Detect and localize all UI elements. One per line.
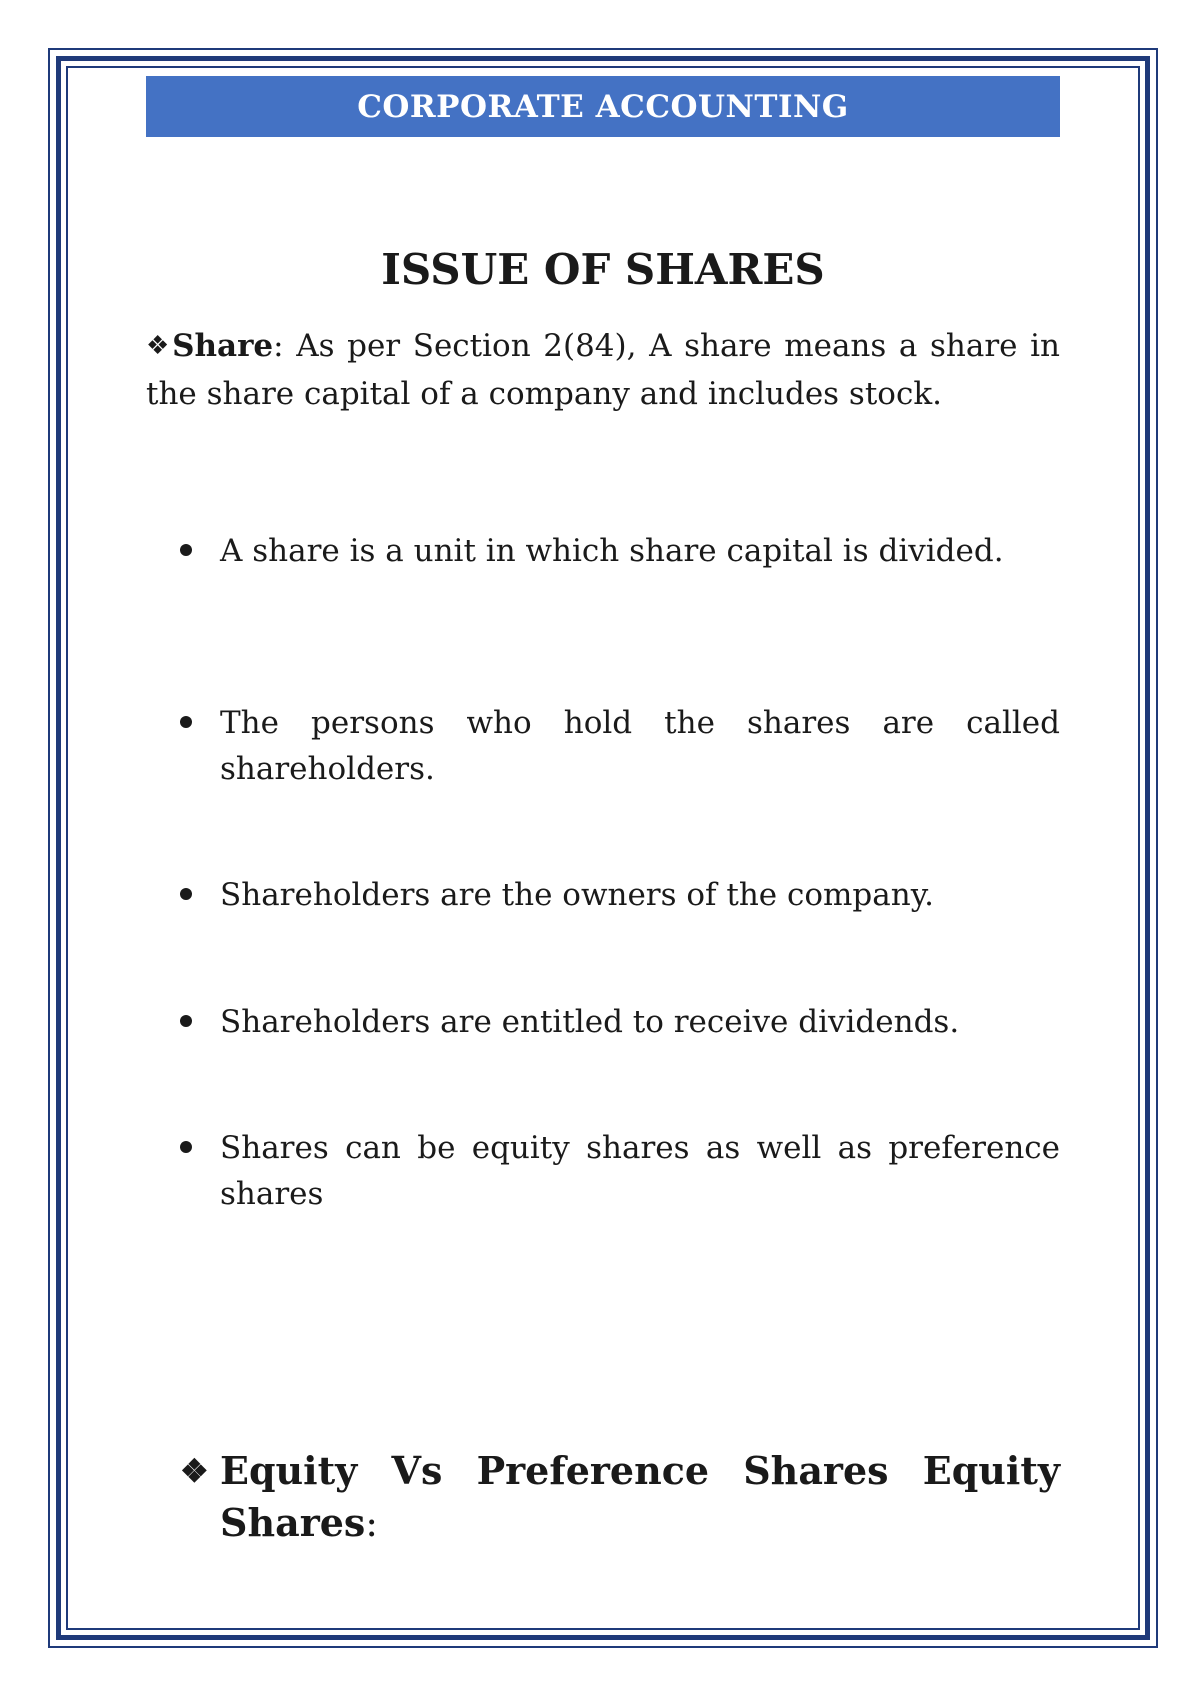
header-title: CORPORATE ACCOUNTING xyxy=(357,88,849,125)
bullet-dot-icon xyxy=(180,1141,192,1153)
section-heading-text-wrap xyxy=(220,1445,1060,1549)
bullet-text: Shareholders are entitled to receive dividends. xyxy=(220,1004,960,1040)
bullet-text: A share is a unit in which share capital is divided. xyxy=(220,533,1004,569)
diamond-bullet-icon: ❖ xyxy=(180,1452,209,1490)
section-heading-equity-vs-preference xyxy=(180,1445,1060,1549)
bullet-text: Shareholders are the owners of the company. xyxy=(220,877,934,913)
bullet-item xyxy=(180,1125,1060,1217)
section-heading-text: Equity Vs Preference Shares Equity Shares xyxy=(220,1448,1060,1545)
header-banner xyxy=(146,76,1060,137)
bullet-dot-icon xyxy=(180,1015,192,1027)
bullet-item xyxy=(180,999,1060,1045)
bullet-text: Shares can be equity shares as well as preference shares xyxy=(220,1130,1060,1212)
bullet-dot-icon xyxy=(180,716,192,728)
diamond-bullet-icon: ❖ xyxy=(146,331,173,361)
bullet-dot-icon xyxy=(180,888,192,900)
bullet-item xyxy=(180,528,1060,574)
bullet-dot-icon xyxy=(180,544,192,556)
section-heading-separator: : xyxy=(365,1501,379,1545)
page-border-inner xyxy=(66,66,1140,1630)
definition-text: As per Section 2(84), A share means a share in the share capital of a company and includes stock. xyxy=(146,328,1060,412)
definition-term: Share xyxy=(172,328,274,364)
page-title: ISSUE OF SHARES xyxy=(381,245,825,294)
definition-separator: : xyxy=(273,328,284,364)
share-definition xyxy=(146,323,1060,417)
bullet-item xyxy=(180,872,1060,918)
bullet-text: The persons who hold the shares are called shareholders. xyxy=(220,705,1060,787)
bullet-item xyxy=(180,700,1060,792)
